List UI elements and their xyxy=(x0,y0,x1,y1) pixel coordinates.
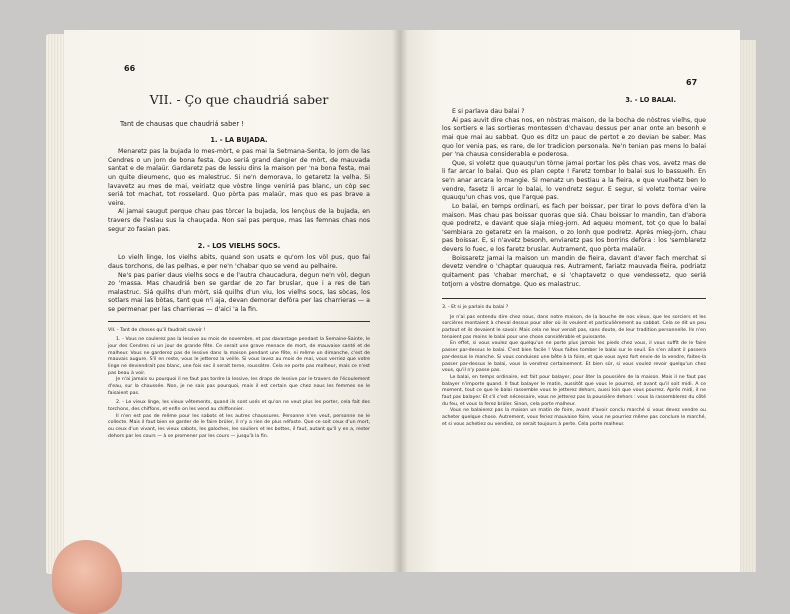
book-gutter xyxy=(392,30,408,572)
paragraph: Ai pas auvit dire chas nos, en nòstras maison, de la bocha de nòstres vielhs, que los sortiers e las sortieras montessen d'chavau dessus per anar onte an besonh e mai que mai au sabbat. Quo es ditz un pauc de pertot e zo devian be saber. Mas quo lor venia pas, es rare, de lor tradicion personala. Ne'n tenian pas mens lo balai per 'na chausa considerabla e poderosa. xyxy=(442,116,706,159)
translation-paragraph: Je n'ai pas entendu dire chez nous, dans notre maison, de la bouche de nos vieux, que les sorciers et les sorcières montaient à cheval dessus pour aller où ils veulent et particulièrement au sabbat. Cela se dit un peu partout et ils devaient le savoir. Mais cela ne leur venait pas, sans doute, de leur tradition personnelle. Ils n'en tenaient pas moins le balai pour une chose considérable et puissante. xyxy=(442,314,706,340)
left-page xyxy=(64,30,400,572)
translation-paragraph: Vous ne balaierez pas la maison un matin de foire, avant d'avoir conclu marché si vous devez vendre ou acheter quelque chose. Autrement, vous feriez mauvaise foire, vous ne pourriez même pas conclure le marché, et si vous achetiez ou vendiez, ce serait toujours à perte. Cela porte malheur. xyxy=(442,408,706,427)
right-page xyxy=(400,30,740,572)
paragraph: Lo vielh linge, los vielhs abits, quand son usats e qu'om los vòl pus, quo fai daus torchons, de las pelhas, e per ne'n 'chabar quo se vend au pelhaire. xyxy=(108,254,370,270)
chapter-title: VII. - Ço que chaudriá saber xyxy=(149,92,329,107)
translation-paragraph: Je n'ai jamais su pourquoi il ne faut pas tordre la lessive, les draps de lessive par le travers de l'écoulement d'eau, sur la chaussée. Non, je ne sais pas pourquoi, mais il est certain que chez nous les femmes ne le faisaient pas. xyxy=(108,377,370,396)
left-page-content xyxy=(108,92,370,440)
paragraph: Lo balai, en temps ordinari, es fach per boissar, per tirar lo povs defòra d'en la maison. Mas chau pas boissar quoras que siá. Chau boissar lo mandin, tan d'abora que podretz, e davant que siaja mieg-jorn. Ad aqueu moment, tot ço que lo balai 'sembiara zo getaretz en la maison, o zo lonh que podretz. Après mieg-jorn, chau pas boissar. E, si n'avetz besonh, enviaretz pas los borrins defòra : los 'semblaretz devers lo fuec, e los faretz bruslar. Autrament, quo pòrta malaür. xyxy=(442,202,706,253)
translation-paragraph: Le balai, en temps ordinaire, est fait pour balayer, pour ôter la poussière de la maison. Mais il ne faut pas balayer n'importe quand. Il faut balayer le matin, aussitôt que vous le pourrez, et avant qu'il soit midi. A ce moment, tout ce que le balai rassemble vous le jetterez dehors, aussi loin que vous pourrez. Après midi, il ne faut pas balayer. Et s'il c'est nécessaire, vous ne jetterez pas la poussière dehors : vous la rassemblerez du côté du feu, et vous la ferez brûler. Sinon, cela porte malheur. xyxy=(442,374,706,407)
paragraph: Ne's pas parier daus vielhs socs e de l'autra chaucadura, degun ne'n vòl, degun zo 'massa. Mas chaudriá ben se gardar de zo far bruslar, que i a res de tan malastruc. Siá quilhs d'un mòrt, siá quilhs d'un viu, los vielhs socs, las sòcas, los sotlars mai las bòtas, tant que n'i aja, devan demorar defòra per las charrieras — a se permenar per las charrieras — d'aici 'a la fin. xyxy=(108,271,370,313)
open-book xyxy=(46,28,758,576)
paragraph: Menaretz pas la bujada lo mes-mòrt, e pas mai la Setmana-Senta, lo jorn de las Cendres o un jorn de bona festa. Quo seriá grand dangier de mòrt, de mauvada santat e de malaür. Gardaretz pas de lessiu dins la maison per 'na bona festa, mai un quite dieumenc, quo es malestruc. Si ne'n demorava, lo getaretz la velha. Si lavavetz au mes de mai, veiriatz que vòstre linge veniriá pas blanc, un còp sec seriá tot machat, tot rosselard. Quo pòrta pas malaür, mas quo es pas brave a veire. xyxy=(108,148,370,207)
holding-finger xyxy=(52,540,122,614)
page-number-right: 67 xyxy=(686,78,698,87)
section-title-balai: 3. - LO BALAI. xyxy=(625,96,676,104)
translation-paragraph: Il n'en est pas de même pour les sabots et les autres chaussures. Personne n'en veut, personne ne le collecte. Mais il faut bien se garder de le faire brûler, il n'y a rien de plus néfaste. Que ce soit ceux d'un mort, ou ceux d'un vivant, les vieux sabots, les galoches, les souliers et les bottes, il faut, autant qu'il y en a, rester dehors par les cours — à se promener par les cours — jusqu'à la fin. xyxy=(108,413,370,439)
translation-heading: 3. - Et si je parlais du balai ? xyxy=(442,305,509,311)
divider xyxy=(442,298,706,299)
divider xyxy=(108,321,370,322)
section-title-vielhs-socs: 2. - LOS VIELHS SOCS. xyxy=(197,242,281,251)
paragraph: Que, si voletz que quauqu'un tòrne jamai portar los pès chas vos, avetz mas de li far arcar lo balai. Quo es plan cepte ! Faretz tombar lo balai sus lo bassuelh. En se'n anar arcara lo mangie. Si menatz un bestiau a la fieira, e que vuelhetz ben lo vendre, fasetz li arcar lo balai, lo vendretz segur. E segur, si voletz tornar veire quauqu'un chas vos, que l'arque pas. xyxy=(442,159,706,202)
translation-heading: VII. - Tant de choses qu'il faudrait savoir ! xyxy=(108,327,206,333)
paragraph: Ai jamai saugut perque chau pas tòrcer la bujada, los lençòus de la bujada, en travers de l'eslau sus la chauçada. Non sai pas perque, mas las femnas chas nos segur zo fasian pas. xyxy=(108,208,370,233)
paragraph: E si parlava dau balai ? xyxy=(452,108,525,115)
paragraph: Boissaretz jamai la maison un mandin de fieira, davant d'aver fach merchat si devetz vendre o 'chaptar quauqua res. Autrament, fariatz mauvada fieira, podriatz quitament pas 'chabar merchat, e si 'chaptavetz o que vendessetz, quo seriá totjorn a vòstre domatge. Quo es malastruc. xyxy=(442,254,706,288)
right-page-content xyxy=(442,92,706,428)
translation-paragraph: 2. - Le vieux linge, les vieux vêtements, quand ils sont usés et qu'on ne veut plus les porter, cela fait des torchons, des chiffons, et enfin on les vend au chiffonnier. xyxy=(108,400,370,413)
translation-paragraph: En effet, si vous voulez que quelqu'un ne porte plus jamais les pieds chez vous, il vous suffit de le faire passer par-dessus le balai. C'est bien facile ! Vous faites tomber le balai sur le seuil. En s'en allant il passera par-dessus le manche. Si vous conduisez une bête à la foire, et que vous ayez fort envie de la vendre, faites-la passer par-dessus le balai, vous la vendrez certainement. Et bien sûr, si vous voulez revoir quelqu'un chez vous, qu'il n'y passe pas. xyxy=(442,341,706,374)
page-number-left: 66 xyxy=(124,64,136,73)
translation-paragraph: 1. - Vous ne coulerez pas la lessive au mois de novembre, et pas davantage pendant la Semaine-Sainte, le jour des Cendres ni un jour de grande fête. Ce serait une grave menace de mort, de mauvaise santé et de malheur. Vous ne garderez pas de lessive dans la maison pendant une fête, ni même un dimanche, c'est de mauvais augure. S'il en reste, vous le jetterez la veille. Si vous lavez au mois de mai, vous verriez que votre linge ne deviendrait pas blanc, une fois sec il serait terne, roussâtre. Cela ne porte pas malheur, mais ce n'est pas beau à voir. xyxy=(108,337,370,376)
section-title-bujada: 1. - LA BUJADA. xyxy=(210,136,268,144)
chapter-intro: Tant de chausas que chaudriá saber ! xyxy=(120,120,244,128)
